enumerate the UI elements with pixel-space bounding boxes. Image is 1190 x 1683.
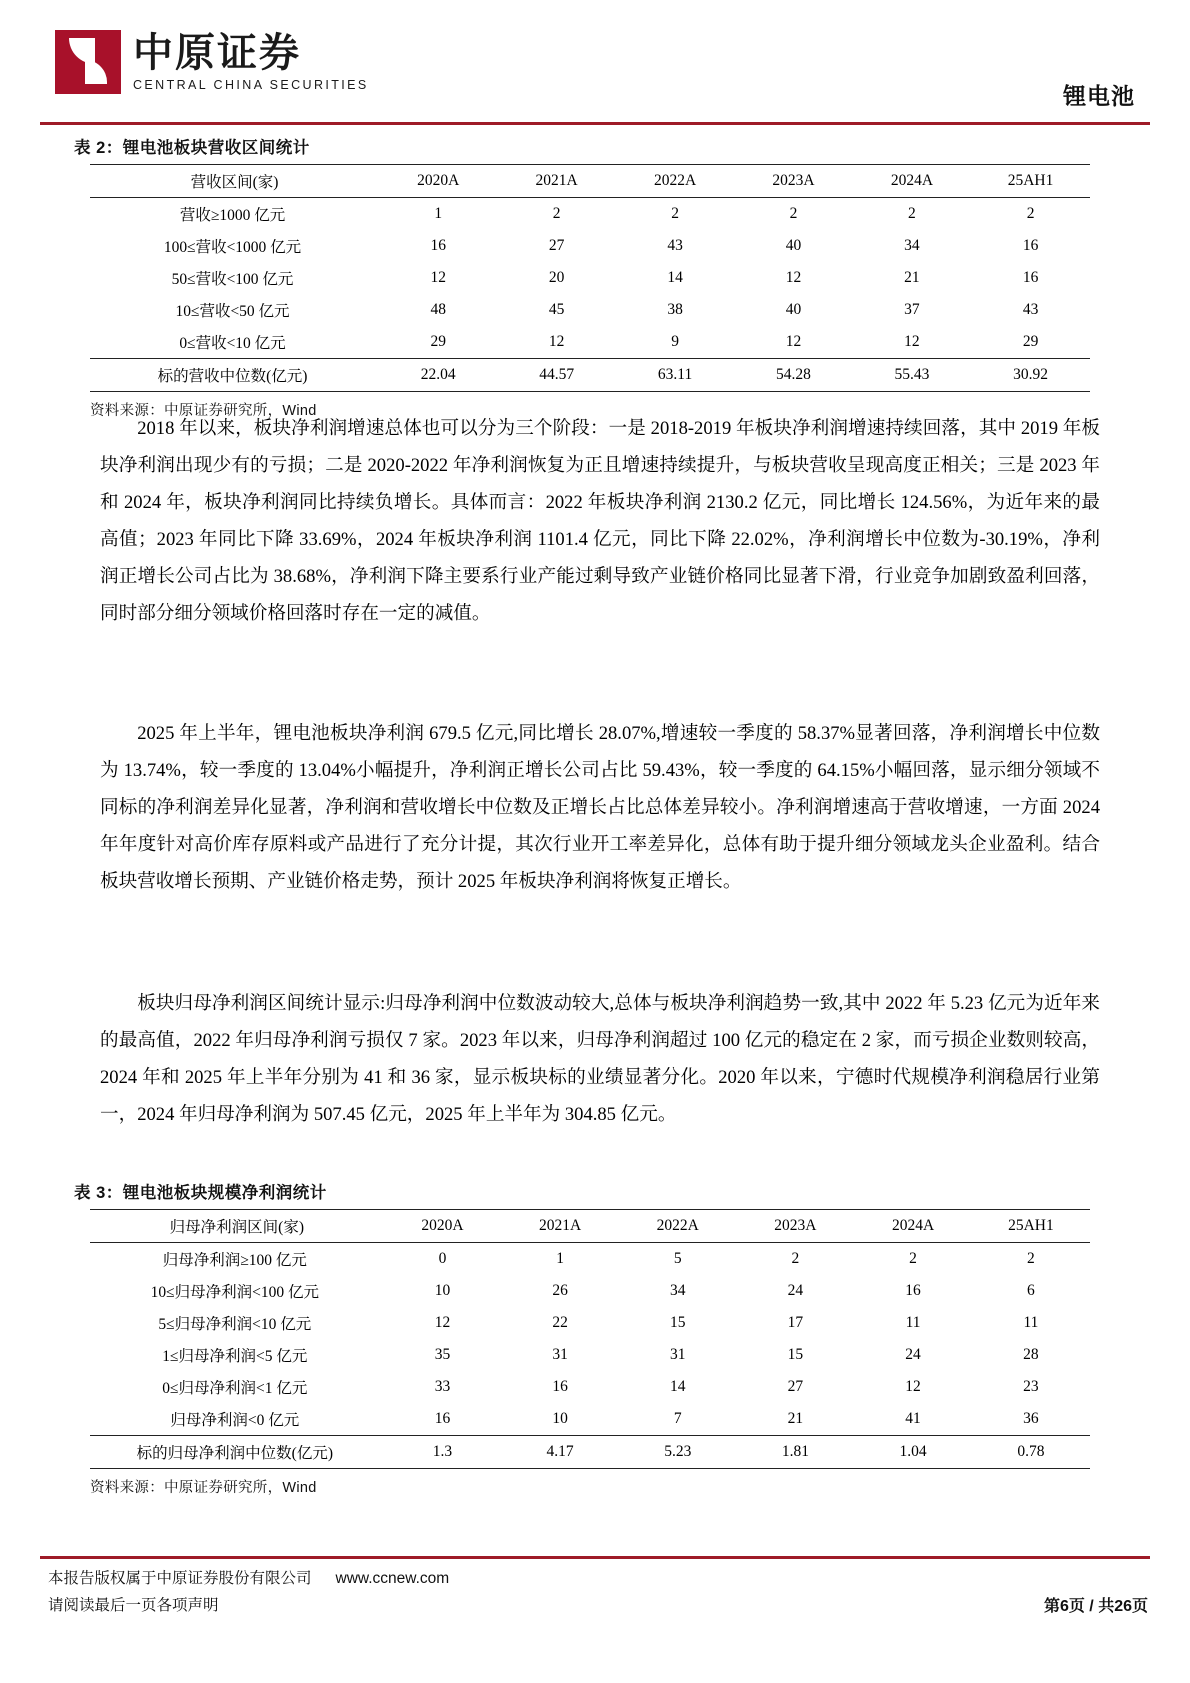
table3-row5-label: 归母净利润<0 亿元	[170, 1412, 300, 1429]
table2-row3-label: 10≤营收<50 亿元	[175, 303, 290, 320]
table3-total-v1: 4.17	[501, 1436, 619, 1469]
table3-row1-v3: 24	[787, 1282, 804, 1299]
table3-row3-v4: 24	[905, 1346, 921, 1363]
table2-row3-v2: 38	[667, 301, 683, 318]
table2-total-label: 标的营收中位数(亿元)	[90, 359, 379, 392]
footer-copyright-line	[48, 1565, 748, 1592]
table3-row2-v4: 11	[905, 1314, 921, 1331]
company-logo	[55, 30, 369, 94]
table3-row0-v4: 2	[909, 1250, 917, 1267]
table3-row0-label: 归母净利润≥100 亿元	[162, 1252, 307, 1269]
table2-row0-v4: 2	[908, 205, 916, 222]
table3-row2-v0: 12	[434, 1314, 451, 1331]
footer-website-link[interactable]: www.ccnew.com	[335, 1570, 450, 1587]
table3-col-0: 归母净利润区间(家)	[90, 1210, 384, 1243]
table-row	[90, 198, 1090, 231]
table2-row3-v1: 45	[548, 301, 565, 318]
table3-row4-v3: 27	[787, 1378, 804, 1395]
table2-total-v3: 54.28	[734, 359, 852, 392]
table3-row1-v0: 10	[434, 1282, 451, 1299]
footer-disclaimer-text: 请阅读最后一页各项声明	[48, 1597, 219, 1614]
table3-row5-v1: 10	[552, 1410, 568, 1427]
table3-row1-v2: 34	[670, 1282, 686, 1299]
table3-row4-v5: 23	[1023, 1378, 1039, 1395]
table3-total-v0: 1.3	[384, 1436, 502, 1469]
page-title: 锂电池	[1063, 84, 1135, 109]
table2-row4-v0: 29	[430, 333, 446, 350]
table2-row4-v3: 12	[785, 333, 802, 350]
table2-col-2: 2021A	[497, 165, 615, 198]
table3-row2-v1: 22	[552, 1314, 568, 1331]
paragraph-text: 2025 年上半年，锂电池板块净利润 679.5 亿元,同比增长 28.07%,增速较一季度的 58.37%显著回落，净利润增长中位数为 13.74%，较一季度的 13.04%小幅提升，净利润正增长公司占比 59.43%，较一季度的 64.15%小幅回落，显示细分领域不同标的净利润差异化显著，净利润和营收增长中位数及正增长占比总体差异较小。净利润增速高于营收增速，一方面 2024 年年度针对高价库存原料或产品进行了充分计提，其次行业开工率差异化，总体有助于提升细分领域龙头企业盈利。结合板块营收增长预期、产业链价格走势，预计 2025 年板块净利润将恢复正增长。	[100, 723, 1100, 892]
table2-row2-v1: 20	[548, 269, 565, 286]
footer-copyright-text: 本报告版权属于中原证券股份有限公司	[48, 1570, 312, 1587]
table3-row3-v3: 15	[787, 1346, 804, 1363]
table3-source: 资料来源：中原证券研究所，Wind	[90, 1480, 317, 1496]
table3-row1-v4: 16	[905, 1282, 921, 1299]
page-number: 第6页 / 共26页	[1043, 1598, 1148, 1615]
table3-row0-v3: 2	[791, 1250, 800, 1267]
table3-row3-v1: 31	[552, 1346, 568, 1363]
table3-row3-v5: 28	[1023, 1346, 1039, 1363]
table3-row3-v2: 31	[670, 1346, 686, 1363]
table2-row0-v1: 2	[552, 205, 561, 222]
table2-row4-v5: 29	[1022, 333, 1039, 350]
table2-row2-v4: 21	[904, 269, 920, 286]
table3-row3-label: 1≤归母净利润<5 亿元	[162, 1348, 308, 1365]
table2-row4-v2: 9	[671, 333, 679, 350]
table3-row2-label: 5≤归母净利润<10 亿元	[158, 1316, 312, 1333]
table-row	[90, 230, 1090, 262]
table3-row5-v5: 36	[1023, 1410, 1039, 1427]
table2-row0-label: 营收≥1000 亿元	[179, 207, 286, 224]
table3-col-2: 2021A	[501, 1210, 619, 1243]
table2-row0-v3: 2	[789, 205, 798, 222]
table2-row3-v0: 48	[430, 301, 446, 318]
table3-row0-v2: 5	[673, 1250, 682, 1267]
table2-total-v1: 44.57	[497, 359, 615, 392]
table2-total-v0: 22.04	[379, 359, 497, 392]
table2-row1-v5: 16	[1022, 237, 1039, 254]
table2-col-3: 2022A	[616, 165, 734, 198]
table3-col-4: 2023A	[737, 1210, 855, 1243]
table2-row0-v2: 2	[671, 205, 679, 222]
table3-total-v3: 1.81	[737, 1436, 855, 1469]
logo-mark-icon	[55, 30, 121, 94]
table2-row2-v0: 12	[430, 269, 446, 286]
table2-row2-v3: 12	[785, 269, 802, 286]
table-row	[90, 1307, 1090, 1339]
table2-row3-v4: 37	[904, 301, 920, 318]
table3-col-5: 2024A	[854, 1210, 972, 1243]
table-row	[90, 262, 1090, 294]
table3-row4-v2: 14	[670, 1378, 686, 1395]
table2-total-v2: 63.11	[616, 359, 734, 392]
table-row	[90, 326, 1090, 359]
table3-row4-v1: 16	[552, 1378, 568, 1395]
table-row	[90, 1403, 1090, 1436]
body-paragraph-1	[100, 410, 1100, 648]
table3-row1-v1: 26	[552, 1282, 568, 1299]
table3-row1-label: 10≤归母净利润<100 亿元	[150, 1284, 320, 1301]
table2-source: 资料来源：中原证券研究所，Wind	[90, 403, 317, 419]
table3-total-v4: 1.04	[854, 1436, 972, 1469]
table-row	[90, 1275, 1090, 1307]
table3-row5-v3: 21	[787, 1410, 804, 1427]
paragraph-text: 2018 年以来，板块净利润增速总体也可以分为三个阶段：一是 2018-2019 年板块净利润增速持续回落，其中 2019 年板块净利润出现少有的亏损；二是 2020-2022 年净利润恢复为正且增速持续提升，与板块营收呈现高度正相关；三是 2023 年和 2024 年，板块净利润同比持续负增长。具体而言：2022 年板块净利润 2130.2 亿元，同比增长 124.56%，为近年来的最高值；2023 年同比下降 33.69%，2024 年板块净利润 1101.4 亿元，同比下降 22.02%，净利润增长中位数为-30.19%，净利润正增长公司占比为 38.68%，净利润下降主要系行业产能过剩导致产业链价格同比显著下滑，行业竞争加剧致盈利回落，同时部分细分领域价格回落时存在一定的减值。	[100, 418, 1100, 624]
table2-row2-v5: 16	[1022, 269, 1039, 286]
table2-row2-v2: 14	[667, 269, 683, 286]
table3-block	[62, 1175, 1127, 1497]
table2-row1-v2: 43	[667, 237, 683, 254]
header-divider	[40, 122, 1150, 125]
table2	[90, 164, 1090, 392]
table-row	[90, 1371, 1090, 1403]
table2-row2-label: 50≤营收<100 亿元	[171, 271, 294, 288]
table2-col-0: 营收区间(家)	[90, 165, 379, 198]
table3-row0-v5: 2	[1027, 1250, 1035, 1267]
table3	[90, 1209, 1090, 1469]
table3-row0-v1: 1	[556, 1250, 564, 1267]
table3-row2-v3: 17	[787, 1314, 804, 1331]
paragraph-text: 板块归母净利润区间统计显示:归母净利润中位数波动较大,总体与板块净利润趋势一致,其中 2022 年 5.23 亿元为近年来的最高值，2022 年归母净利润亏损仅 7 家。2023 年以来，归母净利润超过 100 亿元的稳定在 2 家，而亏损企业数则较高，2024 年和 2025 年上半年分别为 41 和 36 家，显示板块标的业绩显著分化。2020 年以来，宁德时代规模净利润稳居行业第一，2024 年归母净利润为 507.45 亿元，2025 年上半年为 304.85 亿元。	[100, 993, 1100, 1125]
table3-col-1: 2020A	[384, 1210, 502, 1243]
footer-divider	[40, 1556, 1150, 1559]
table2-row1-v0: 16	[430, 237, 446, 254]
table3-header-row	[90, 1210, 1090, 1243]
table2-row1-v3: 40	[785, 237, 802, 254]
table3-total-v5: 0.78	[972, 1436, 1090, 1469]
table2-row1-label: 100≤营收<1000 亿元	[163, 239, 302, 256]
table3-row2-v5: 11	[1023, 1314, 1039, 1331]
table3-total-v2: 5.23	[619, 1436, 737, 1469]
table2-row1-v4: 34	[904, 237, 920, 254]
table3-row1-v5: 6	[1027, 1282, 1035, 1299]
table2-col-1: 2020A	[379, 165, 497, 198]
footer-left	[48, 1565, 748, 1619]
table2-row3-v5: 43	[1022, 301, 1039, 318]
table2-header-row	[90, 165, 1090, 198]
table3-row4-label: 0≤归母净利润<1 亿元	[162, 1380, 308, 1397]
table3-row5-v2: 7	[673, 1410, 682, 1427]
table2-caption: 表 2：锂电池板块营收区间统计	[74, 139, 310, 157]
table-row	[90, 1339, 1090, 1371]
table3-row0-v0: 0	[438, 1250, 447, 1267]
table3-median-row	[90, 1436, 1090, 1469]
table2-row4-v4: 12	[904, 333, 920, 350]
table2-row1-v1: 27	[548, 237, 565, 254]
table3-row5-v0: 16	[434, 1410, 451, 1427]
logo-chinese-name: 中原证券	[133, 30, 301, 75]
body-paragraph-2	[100, 715, 1100, 916]
table3-row5-v4: 41	[905, 1410, 921, 1427]
table2-col-4: 2023A	[734, 165, 852, 198]
table3-caption: 表 3：锂电池板块规模净利润统计	[74, 1184, 327, 1202]
table2-row0-v5: 2	[1026, 205, 1035, 222]
table2-median-row	[90, 359, 1090, 392]
table3-row3-v0: 35	[434, 1346, 451, 1363]
table3-total-label: 标的归母净利润中位数(亿元)	[90, 1436, 384, 1469]
table2-col-5: 2024A	[853, 165, 971, 198]
table3-col-3: 2022A	[619, 1210, 737, 1243]
logo-text	[133, 31, 369, 93]
table-row	[90, 294, 1090, 326]
body-paragraph-3	[100, 985, 1100, 1149]
table3-row4-v4: 12	[905, 1378, 921, 1395]
table2-row4-label: 0≤营收<10 亿元	[179, 335, 286, 352]
page-header	[55, 30, 1135, 122]
table2-total-v4: 55.43	[853, 359, 971, 392]
logo-english-name: CENTRAL CHINA SECURITIES	[133, 78, 369, 92]
table3-row4-v0: 33	[434, 1378, 451, 1395]
table2-row3-v3: 40	[785, 301, 802, 318]
table-row	[90, 1243, 1090, 1276]
table2-block	[62, 130, 1127, 420]
table2-total-v5: 30.92	[971, 359, 1090, 392]
table2-row0-v0: 1	[434, 205, 443, 222]
table3-row2-v2: 15	[670, 1314, 686, 1331]
table2-col-6: 25AH1	[971, 165, 1090, 198]
table3-col-6: 25AH1	[972, 1210, 1090, 1243]
table2-row4-v1: 12	[548, 333, 565, 350]
